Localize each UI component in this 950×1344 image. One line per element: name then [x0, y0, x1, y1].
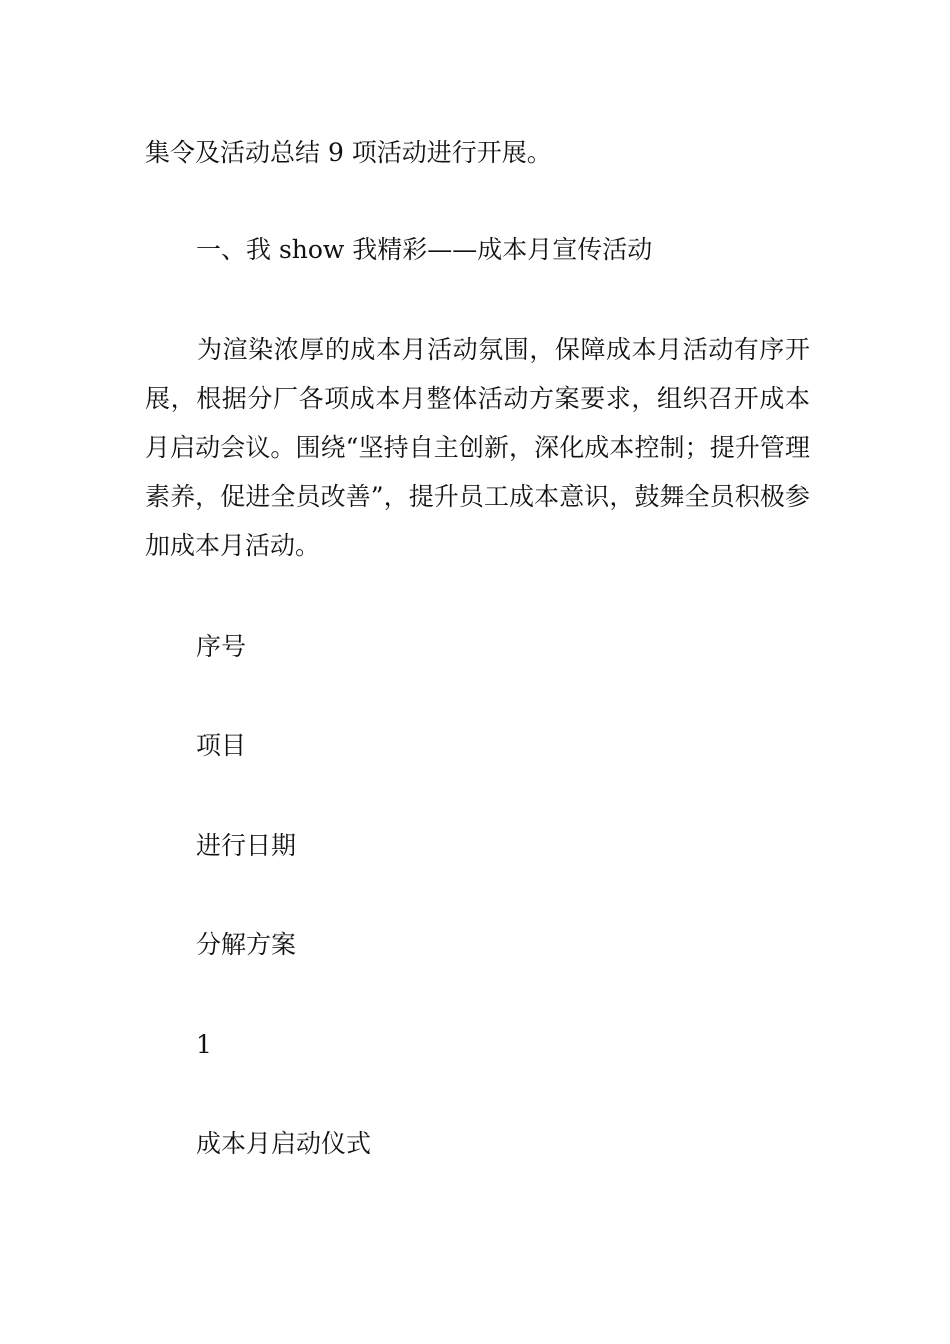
continuation-text: 集令及活动总结 9 项活动进行开展。: [145, 138, 552, 167]
section-heading: 一、我 show 我精彩——成本月宣传活动: [196, 235, 653, 264]
table-header-plan: 分解方案: [196, 930, 297, 959]
table-header-date: 进行日期: [196, 831, 297, 860]
table-row-number: 1: [196, 1030, 212, 1059]
table-header-project: 项目: [196, 731, 247, 760]
table-row-project: 成本月启动仪式: [196, 1129, 372, 1158]
body-paragraph: 为渲染浓厚的成本月活动氛围，保障成本月活动有序开展，根据分厂各项成本月整体活动方案要求，组织召开成本月启动会议。围绕“坚持自主创新，深化成本控制；提升管理素养，促进全员改善”，提升员工成本意识，鼓舞全员积极参加成本月活动。: [145, 335, 810, 560]
table-header-number: 序号: [196, 632, 247, 661]
